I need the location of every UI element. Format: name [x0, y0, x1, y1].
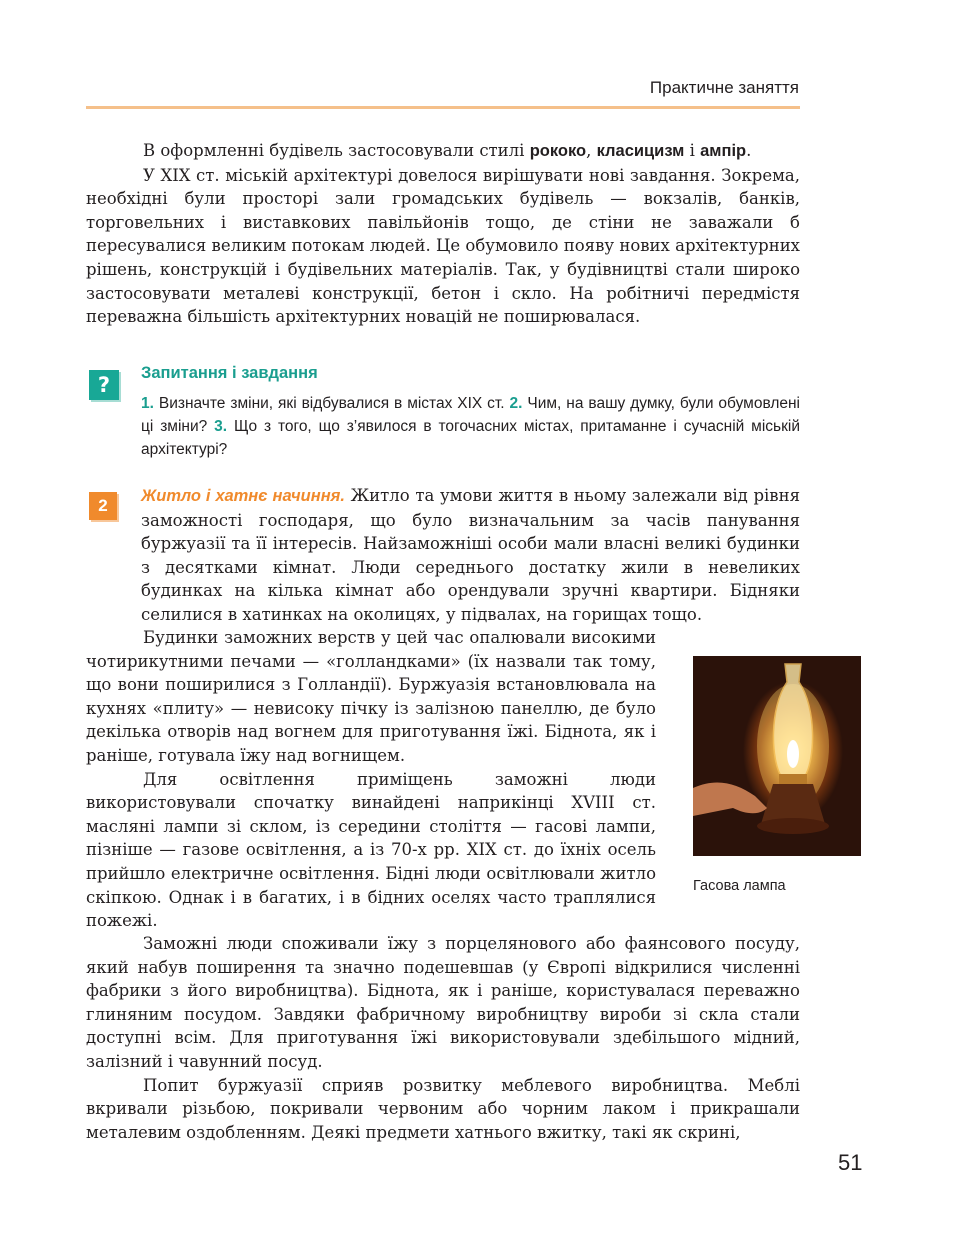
questions-heading: Запитання і завдання: [141, 364, 318, 382]
intro-block: [86, 139, 800, 329]
question-icon: ?: [89, 370, 119, 400]
term-rococo: рококо: [529, 142, 587, 160]
term-classicism: класицизм: [596, 142, 685, 160]
running-header: Практичне заняття: [649, 78, 799, 97]
section-2-wrapped-text: [86, 626, 656, 933]
section-2-paragraph-3: Для освітлення приміщень заможні люди використовували спочатку винайдені наприкінці XVIII ст. масляні лампи зі склом, із середини століття — гасові лампи, пізніше — газове освітлення, а із 70-х рр. XIX ст. до їхніх осель прийшло електричне освітлення. Бідні люди освітлювали житло скіпкою. Однак і в багатих, і в бідних оселях часто траплялися пожежі.: [86, 769, 656, 931]
intro-paragraph-1: В оформленні будівель застосовували стилі рококо, класицизм і ампір.: [143, 141, 752, 160]
term-empire: ампір: [700, 142, 747, 160]
intro-paragraph-2: У XIX ст. міській архітектурі довелося вирішувати нові завдання. Зокрема, необхідні були просторі зали громадських будівель — вокзалів, банків, торговельних і виставкових павільйонів тощо, де стіни не заважали б пересувалися великим потокам людей. Це обумовило появу нових архітектурних рішень, конструкцій і будівельних матеріалів. Так, у будівництві стали широко застосовувати металеві конструкції, бетон і скло. На робітничі передмістя переважна більшість архітектурних новацій не поширювалася.: [86, 165, 800, 327]
section-2-paragraph-4: Заможні люди споживали їжу з порцелянового або фаянсового посуду, який набув поширення та значно подешевшав (у Європі відкрилися численні фабрики з його виробництва). Біднота, як і раніше, користувалася переважно глиняним посудом. Завдяки фабричному виробництву вироби зі скла стали доступні всім. Для приготування їжі використовували здебільшого мідний, залізний і чавунний посуд.: [86, 934, 800, 1071]
kerosene-lamp-illustration: [693, 656, 861, 856]
section-number-badge: 2: [89, 492, 117, 520]
section-2-heading: Житло і хатнє начиння.: [141, 487, 345, 505]
header-divider: [86, 106, 800, 109]
section-2-paragraph-5: Попит буржуазії сприяв розвитку меблевого виробництва. Меблі вкривали різьбою, покривали червоним або чорним лаком і прикрашали металевим оздобленням. Деякі предмети хатнього вжитку, такі як скрині,: [86, 1075, 800, 1142]
section-2-paragraph-2: Будинки заможних верств у цей час опалювали високими чотирикутними печами — «голландками» (їх назвали так тому, що вони поширилися з Голландії). Буржуазія встановлювала на кухнях «плиту» — невисоку пічку із залізною панеллю, де було декілька отворів над вогнем для приготування їжі. Біднота, як і раніше, готувала їжу над вогнищем.: [86, 628, 656, 765]
section-2-intro: [86, 484, 800, 627]
questions-text: 1. Визначте зміни, які відбувалися в містах XIX ст. 2. Чим, на вашу думку, були обумовлені ці зміни? 3. Що з того, що з’явилося в тогочасних містах, притаманне і сучасній міській архітектурі?: [141, 395, 800, 458]
section-2-paragraph-1: Житло і хатнє начиння. Житло та умови життя в ньому залежали від рівня заможності господаря, що було визначальним за часів панування буржуазії та її інтересів. Найзаможніші особи мали власні великі будинки з десятками кімнат. Люди середнього достатку жили в невеликих будинках на кілька кімнат або орендували зручні квартири. Бідняки селилися в хатинках на околицях, у підвалах, на горищах тощо.: [141, 486, 800, 624]
kerosene-lamp-photo: [693, 656, 861, 856]
photo-caption: Гасова лампа: [693, 878, 786, 894]
section-2-continued: [86, 932, 800, 1144]
page-number: 51: [838, 1150, 863, 1175]
